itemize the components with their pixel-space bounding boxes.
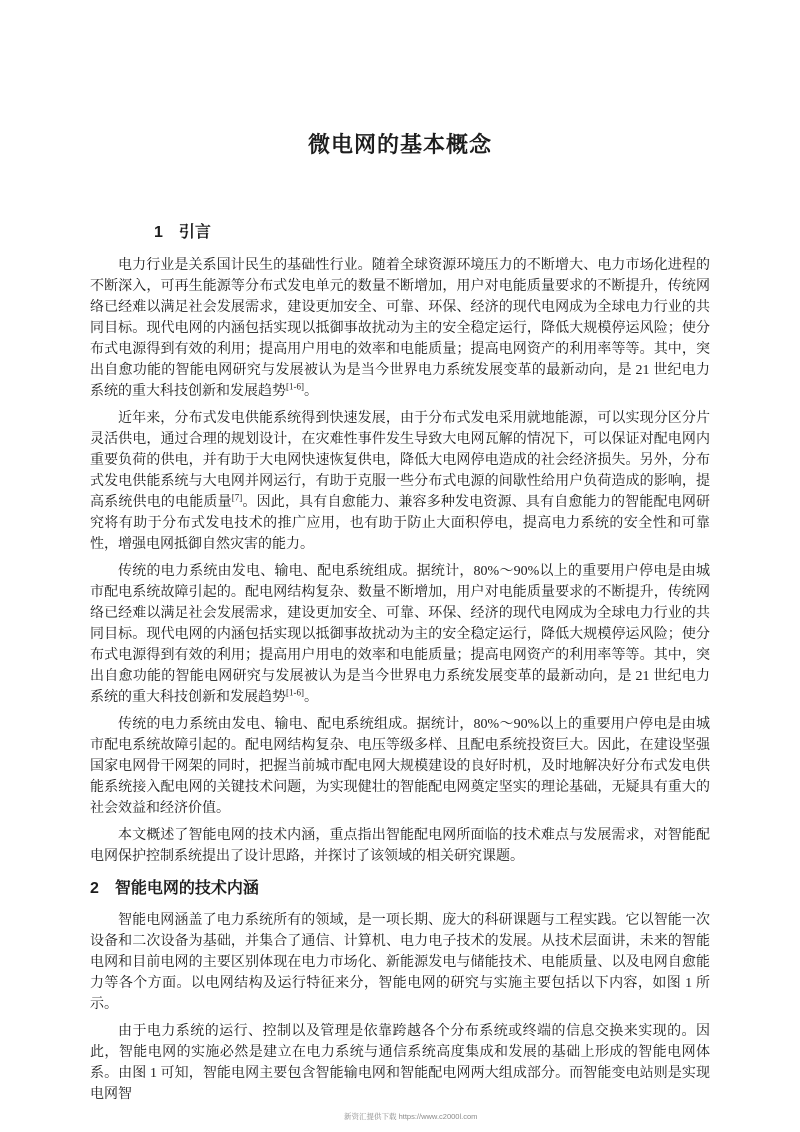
document-title: 微电网的基本概念 (307, 132, 492, 157)
section-heading-2: 2 智能电网的技术内涵 (90, 880, 259, 897)
paragraph: 本文概述了智能电网的技术内涵，重点指出智能配电网所面临的技术难点与发展需求，对智能配电网保护控制系统提出了设计思路，并探讨了该领域的相关研究课题。 (90, 828, 710, 864)
watermark (344, 1111, 477, 1122)
section-number: 1 (154, 224, 163, 241)
watermark-text: 新资汇提供下载 (344, 1112, 397, 1121)
reference-superscript: [7] (231, 492, 243, 503)
watermark-link[interactable]: https://www.c2000l.com (398, 1112, 478, 1121)
paragraph: 传统的电力系统由发电、输电、配电系统组成。据统计，80%～90%以上的重要用户停电是由城市配电系统故障引起的。配电网结构复杂、数量不断增加，用户对电能质量要求的不断提升，传统网络已经难以满足社会发展需求，建设更加安全、可靠、环保、经济的现代电网成为全球电力行业的共同目标。现代电网的内涵包括实现以抵御事故扰动为主的安全稳定运行，降低大规模停运风险；使分布式电源得到有效的利用；提高用户用电的效率和电能质量；提高电网资产的利用率等等。其中，突出自愈功能的智能电网研究与发展被认为是当今世界电力系统发展变革的最新动向，是 21 世纪电力系统的重大科技创新和发展趋势[1-6]。 (90, 564, 710, 705)
paragraph: 智能电网涵盖了电力系统所有的领域，是一项长期、庞大的科研课题与工程实践。它以智能一次设备和二次设备为基础，并集合了通信、计算机、电力电子技术的发展。从技术层面讲，未来的智能电网和目前电网的主要区别体现在电力市场化、新能源发电与储能技术、电能质量、以及电网自愈能力等各个方面。以电网结构及运行特征来分，智能电网的研究与实施主要包括以下内容，如图 1 所示。 (90, 913, 710, 1012)
reference-superscript: [1-6] (286, 687, 304, 698)
section-number: 2 (90, 880, 99, 897)
paragraph: 近年来，分布式发电供能系统得到快速发展，由于分布式发电采用就地能源，可以实现分区分片灵活供电，通过合理的规划设计，在灾难性事件发生导致大电网瓦解的情况下，可以保证对配电网内重要负荷的供电，并有助于大电网快速恢复供电，降低大电网停电造成的社会经济损失。另外，分布式发电供能系统与大电网并网运行，有助于克服一些分布式电源的间歇性给用户负荷造成的影响，提高系统供电的电能质量[7]。因此，具有自愈能力、兼容多种发电资源、具有自愈能力的智能配电网研究将有助于分布式发电技术的推广应用，也有助于防止大面积停电，提高电力系统的安全性和可靠性，增强电网抵御自然灾害的能力。 (90, 411, 711, 552)
paragraph: 传统的电力系统由发电、输电、配电系统组成。据统计，80%～90%以上的重要用户停电是由城市配电系统故障引起的。配电网结构复杂、电压等级多样、且配电系统投资巨大。因此，在建设坚强国家电网骨干网架的同时，把握当前城市配电网大规模建设的良好时机，及时地解决好分布式发电供能系统接入配电网的关键技术问题，为实现健壮的智能配电网奠定坚实的理论基础，无疑具有重大的社会效益和经济价值。 (90, 717, 710, 816)
section-heading-1: 1 引言 (154, 224, 211, 241)
document-body (90, 222, 710, 1105)
reference-superscript: [1-6] (286, 381, 304, 392)
paragraph: 由于电力系统的运行、控制以及管理是依靠跨越各个分布系统或终端的信息交换来实现的。因此，智能电网的实施必然是建立在电力系统与通信系统高度集成和发展的基础上形成的智能电网体系。由图 1 可知，智能电网主要包含智能输电网和智能配电网两大组成部分。而智能变电站则是实现电网智 (90, 1024, 710, 1102)
paragraph: 电力行业是关系国计民生的基础性行业。随着全球资源环境压力的不断增大、电力市场化进程的不断深入，可再生能源等分布式发电单元的数量不断增加，用户对电能质量要求的不断提升，传统网络已经难以满足社会发展需求，建设更加安全、可靠、环保、经济的现代电网成为全球电力行业的共同目标。现代电网的内涵包括实现以抵御事故扰动为主的安全稳定运行，降低大规模停运风险；使分布式电源得到有效的利用；提高用户用电的效率和电能质量；提高电网资产的利用率等等。其中，突出自愈功能的智能电网研究与发展被认为是当今世界电力系统发展变革的最新动向，是 21 世纪电力系统的重大科技创新和发展趋势[1-6]。 (90, 258, 710, 399)
